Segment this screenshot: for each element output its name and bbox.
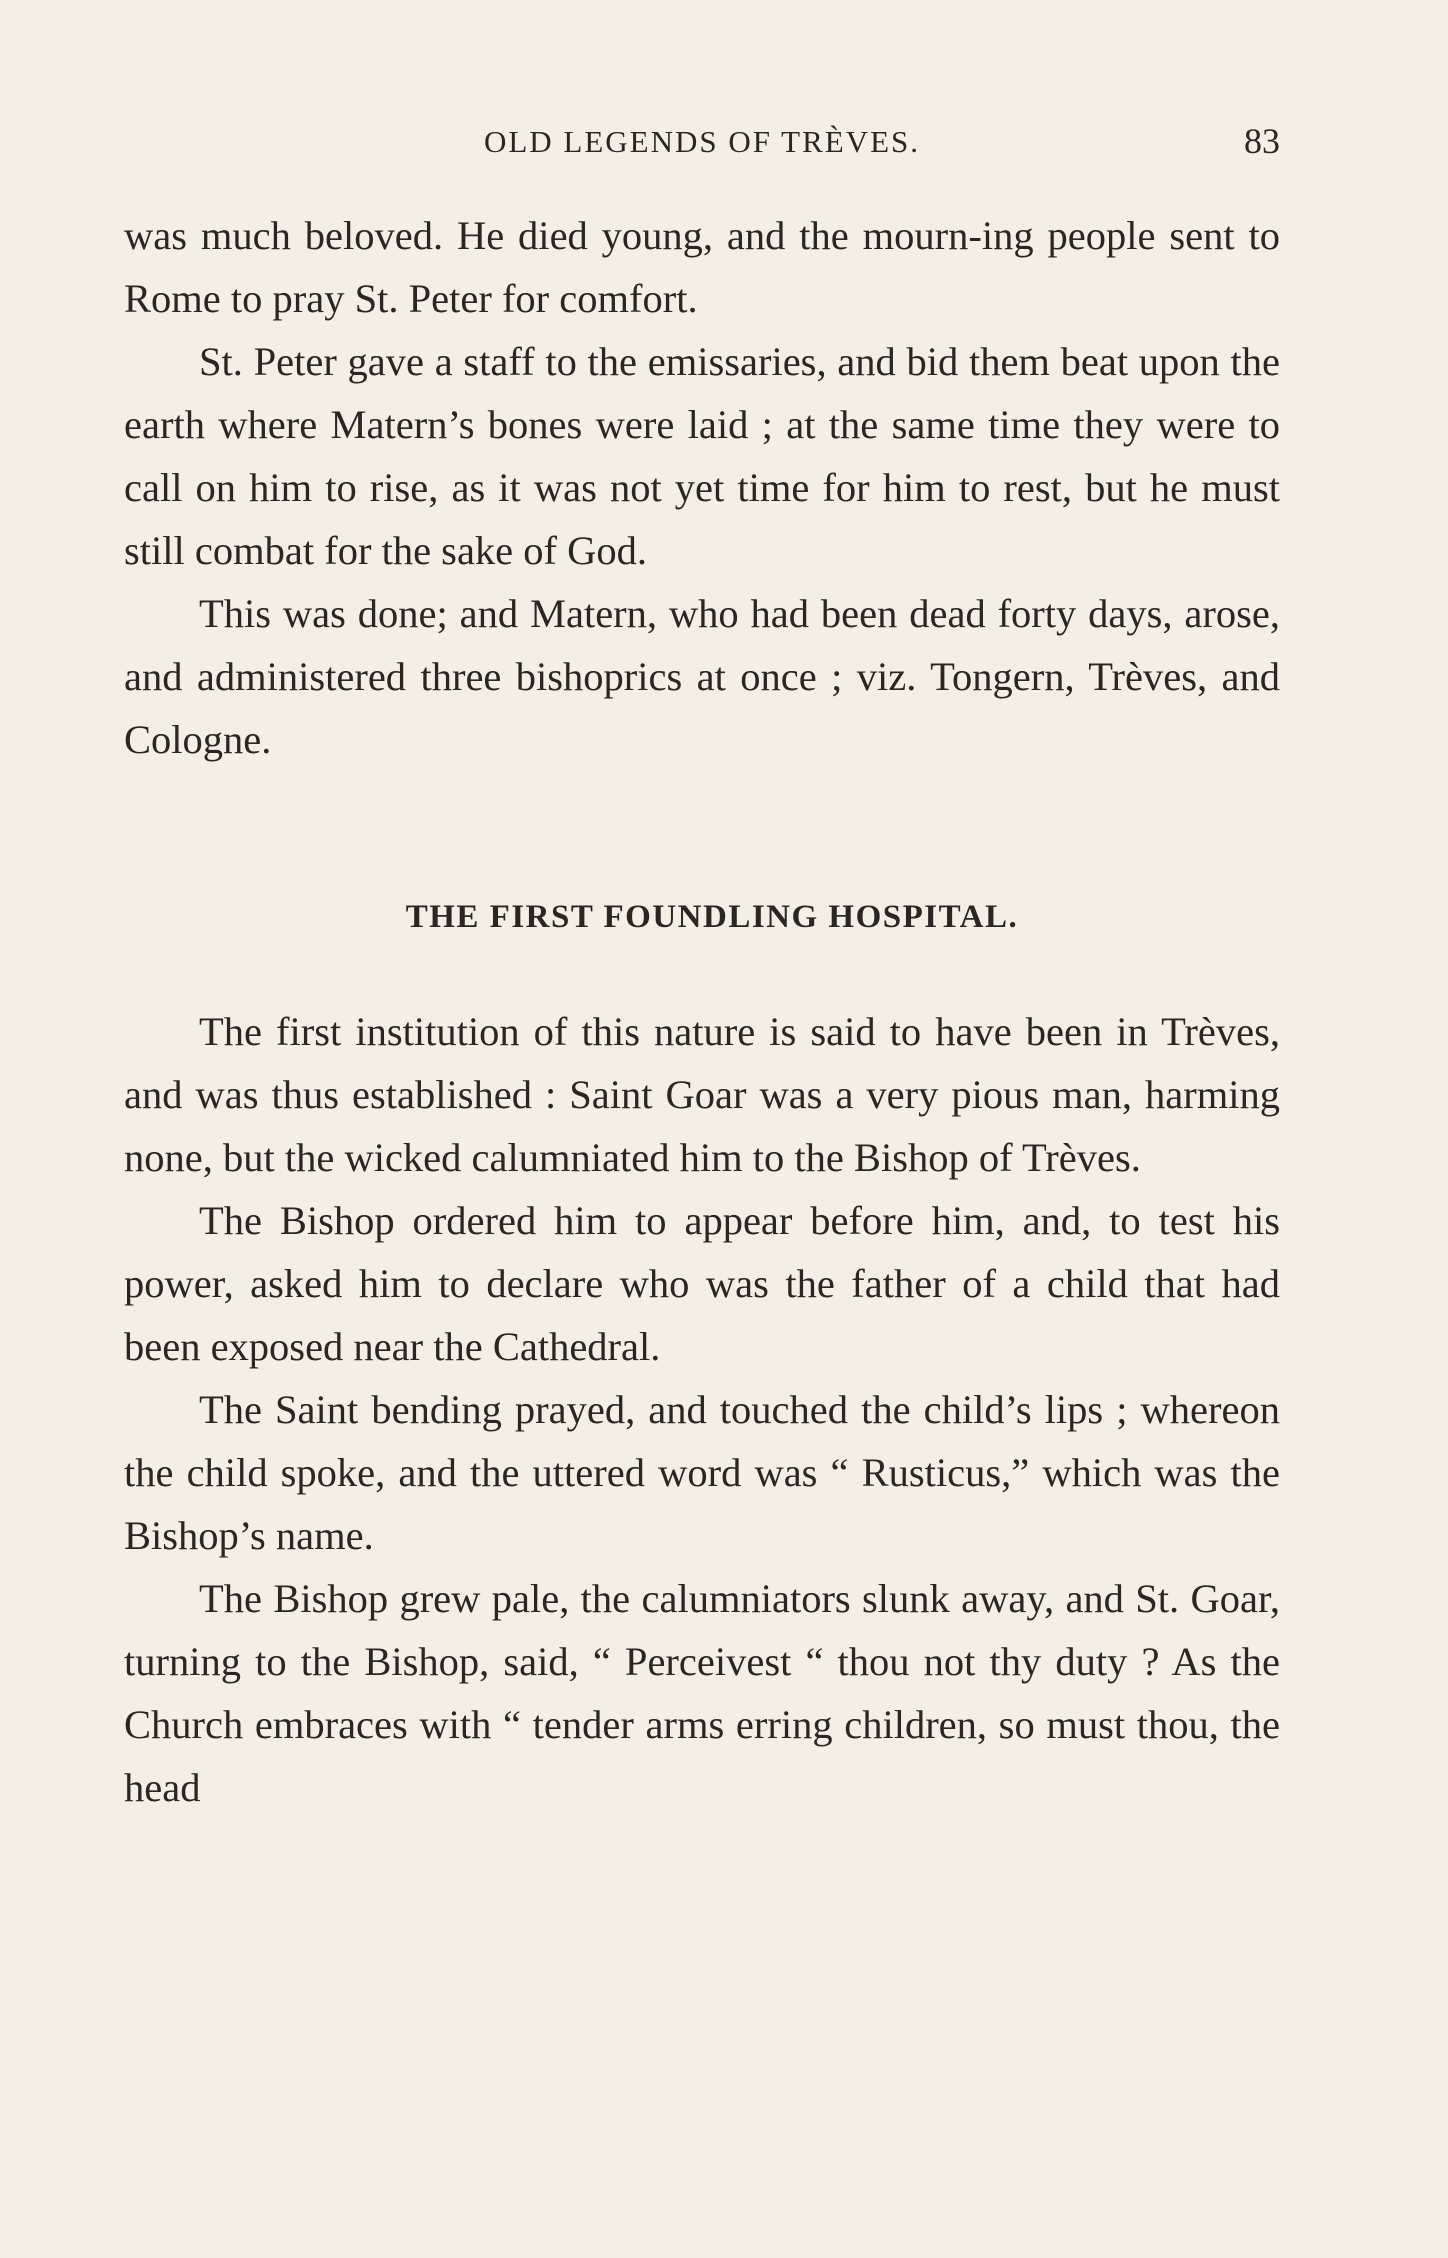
paragraph: St. Peter gave a staff to the emissaries, and bid them beat upon the earth where Matern’s bones were laid ; at the same time they were to call on him to rise, as it was not yet time for him to rest, but he must still combat for the sake of God. <box>124 339 1280 573</box>
section-heading: THE FIRST FOUNDLING HOSPITAL. <box>405 899 1019 935</box>
paragraph: The Bishop ordered him to appear before him, and, to test his power, asked him to declare who was the father of a child that had been exposed near the Cathedral. <box>124 1198 1280 1369</box>
paragraph: The Saint bending prayed, and touched the child’s lips ; whereon the child spoke, and the uttered word was “ Rusticus,” which was the Bishop’s name. <box>124 1387 1280 1558</box>
running-title: OLD LEGENDS OF TRÈVES. <box>483 124 921 159</box>
paragraph-continued: was much beloved. He died young, and the mourn-ing people sent to Rome to pray St. Peter for comfort. <box>124 213 1280 321</box>
paragraph: The first institution of this nature is said to have been in Trèves, and was thus established : Saint Goar was a very pious man, harming none, but the wicked calumniated him to the Bishop of Trèves. <box>124 1009 1280 1180</box>
running-head <box>124 120 1280 164</box>
body-text <box>124 204 1280 1819</box>
paragraph: The Bishop grew pale, the calumniators slunk away, and St. Goar, turning to the Bishop, said, “ Perceivest “ thou not thy duty ? As the Church embraces with “ tender arms erring children, so must thou, the head <box>124 1576 1280 1810</box>
page-number: 83 <box>1244 121 1280 161</box>
paragraph: This was done; and Matern, who had been dead forty days, arose, and administered three bishoprics at once ; viz. Tongern, Trèves, and Cologne. <box>124 591 1280 762</box>
